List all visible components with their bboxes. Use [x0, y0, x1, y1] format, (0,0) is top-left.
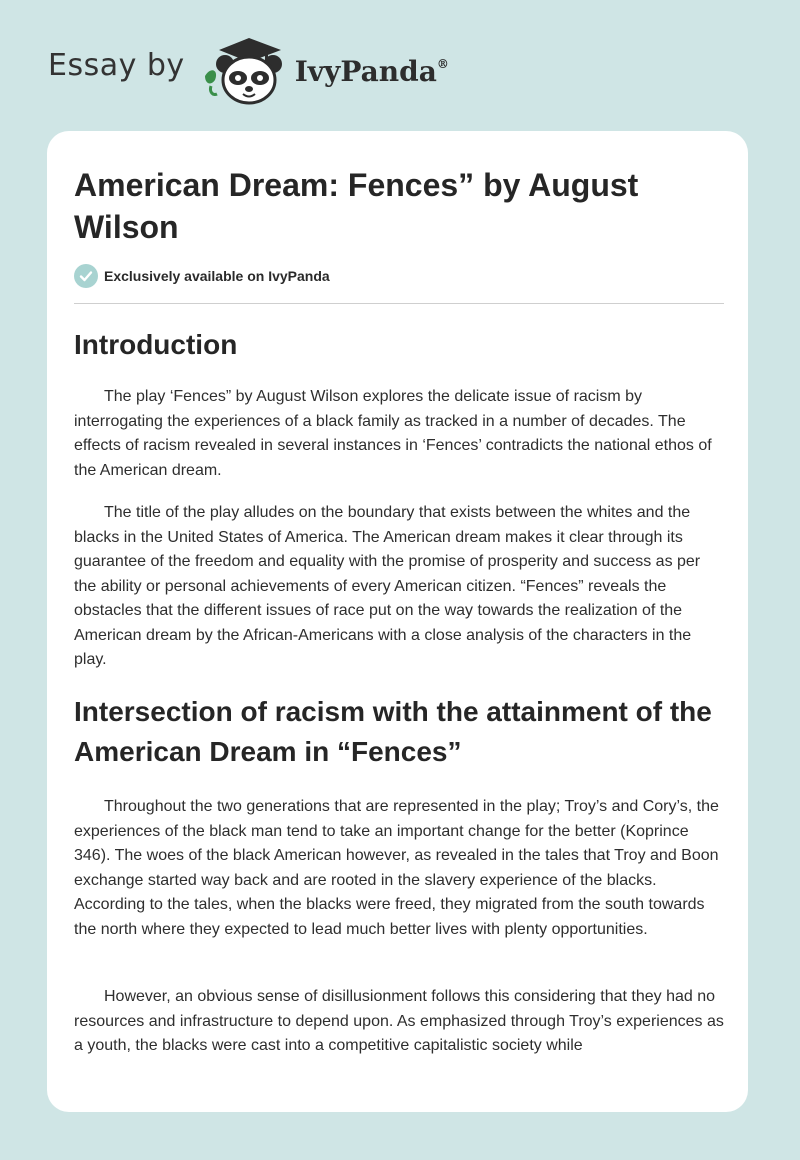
essay-by-label: Essay by	[48, 47, 185, 83]
page-title: American Dream: Fences” by August Wilson	[74, 167, 639, 245]
registered-mark: ®	[436, 56, 449, 71]
site-header	[48, 36, 449, 106]
brand-label: IvyPanda	[294, 54, 437, 88]
section-heading-intersection: Intersection of racism with the attainment of the American Dream in “Fences”	[74, 696, 712, 767]
checkmark-icon	[74, 264, 98, 288]
exclusive-label: Exclusively available on IvyPanda	[104, 268, 330, 284]
panda-graduate-icon[interactable]	[201, 36, 293, 106]
paragraph: Throughout the two generations that are represented in the play; Troy’s and Cory’s, the experiences of the black man tend to take an important change for the better (Koprince 346). The woes of the black American however, as revealed in the tales that Troy and Boon exchange started way back and are rooted in the slavery experience of the blacks. According to the tales, when the blacks were freed, they migrated from the south towards the north where they expected to lead much better lives with plenty opportunities.	[74, 798, 719, 938]
brand-name[interactable]	[295, 55, 449, 88]
paragraph: However, an obvious sense of disillusionment follows this considering that they had no resources and infrastructure to depend upon. As emphasized through Troy’s experiences as a youth, the blacks were cast into a competitive capitalistic society while	[74, 988, 724, 1054]
divider	[74, 303, 724, 304]
paragraph: The play ‘Fences” by August Wilson explores the delicate issue of racism by interrogating the experiences of a black family as tracked in a number of decades. The effects of racism revealed in several instances in ‘Fences’ contradicts the national ethos of the American dream.	[74, 388, 712, 479]
section-heading-introduction: Introduction	[74, 329, 238, 360]
essay-card	[47, 131, 748, 1112]
exclusive-badge	[74, 264, 330, 288]
paragraph: The title of the play alludes on the boundary that exists between the whites and the blacks in the United States of America. The American dream makes it clear through its guarantee of the freedom and equality with the promise of prosperity and success as per the ability or personal achievements of every American citizen. “Fences” reveals the obstacles that the different issues of race put on the way towards the realization of the American dream by the African-Americans with a close analysis of the characters in the play.	[74, 504, 701, 668]
